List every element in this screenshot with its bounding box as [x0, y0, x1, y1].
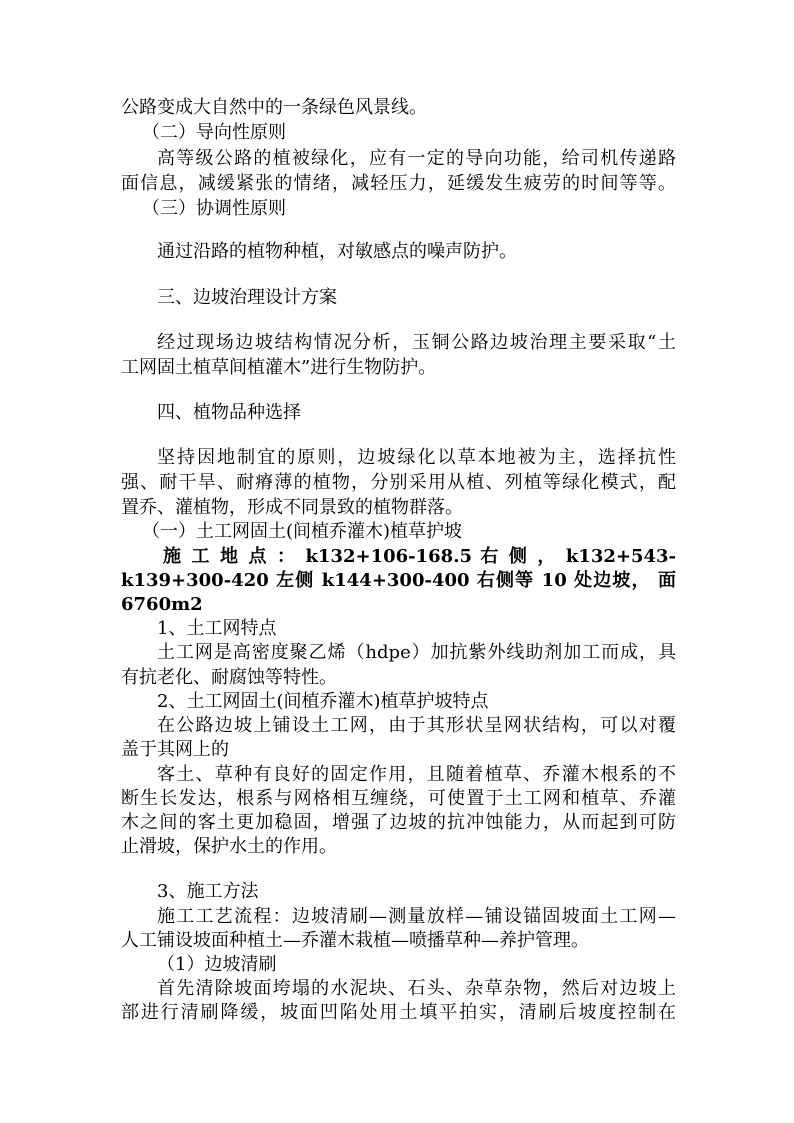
section-heading: 三、边坡治理设计方案	[157, 287, 337, 308]
paragraph-line: k139+300-420 左侧 k144+300-400 右侧等 10 处边坡， 面	[121, 570, 676, 591]
paragraph-line: 有抗老化、耐腐蚀等特性。	[121, 667, 337, 688]
section-heading: （二）导向性原则	[142, 122, 286, 143]
paragraph-line: 木之间的客土更加稳固，增强了边坡的抗冲蚀能力，从而起到可防	[121, 812, 676, 833]
paragraph-line: 人工铺设坡面种植土—乔灌木栽植—喷播草种—养护管理。	[121, 930, 589, 951]
section-heading: 1、土工网特点	[157, 618, 277, 639]
section-heading: （一）土工网固土(间植乔灌木)植草护坡	[142, 521, 463, 542]
paragraph-line: 施 工 地 点 ： k132+106-168.5 右 侧 ， k132+543-	[163, 546, 676, 567]
section-heading: 3、施工方法	[157, 881, 259, 902]
paragraph-line: 断生长发达，根系与网格相互缠绕，可使置于土工网和植草、乔灌	[121, 788, 676, 809]
paragraph-line: 置乔、灌植物，形成不同景致的植物群落。	[121, 497, 463, 518]
paragraph-line: 土工网是高密度聚乙烯（hdpe）加抗紫外线助剂加工而成，具	[157, 642, 676, 663]
paragraph-line: 强、耐干旱、耐瘠薄的植物，分别采用从植、列植等绿化模式，配	[121, 472, 676, 493]
paragraph-line: 在公路边坡上铺设土工网，由于其形状呈网状结构，可以对覆	[157, 715, 676, 736]
paragraph-line: 6760m2	[121, 594, 203, 615]
paragraph-line: 通过沿路的植物种植，对敏感点的噪声防护。	[157, 241, 517, 262]
paragraph-line: 高等级公路的植被绿化，应有一定的导向功能，给司机传递路	[157, 148, 676, 169]
section-heading: （三）协调性原则	[142, 198, 286, 219]
paragraph-line: 首先清除坡面垮塌的水泥块、石头、杂草杂物，然后对边坡上	[157, 978, 676, 999]
section-heading: 四、植物品种选择	[157, 402, 301, 423]
section-heading: （1）边坡清刷	[157, 954, 277, 975]
paragraph-line: 公路变成大自然中的一条绿色风景线。	[121, 97, 427, 118]
paragraph-line: 工网固土植草间植灌木”进行生物防护。	[121, 357, 437, 378]
paragraph-line: 部进行清刷降缓，坡面凹陷处用土填平拍实，清刷后坡度控制在	[121, 1002, 676, 1023]
paragraph-line: 施工工艺流程：边坡清刷—测量放样—铺设锚固坡面土工网—	[157, 906, 676, 927]
paragraph-line: 盖于其网上的	[121, 739, 229, 760]
section-heading: 2、土工网固土(间植乔灌木)植草护坡特点	[157, 691, 489, 712]
paragraph-line: 坚持因地制宜的原则，边坡绿化以草本地被为主，选择抗性	[157, 447, 676, 468]
paragraph-line: 经过现场边坡结构情况分析，玉铜公路边坡治理主要采取“土	[157, 332, 676, 353]
paragraph-line: 止滑坡，保护水土的作用。	[121, 836, 337, 857]
paragraph-line: 客土、草种有良好的固定作用，且随着植草、乔灌木根系的不	[157, 764, 676, 785]
paragraph-line: 面信息，减缓紧张的情绪，减轻压力，延缓发生疲劳的时间等等。	[121, 173, 676, 194]
